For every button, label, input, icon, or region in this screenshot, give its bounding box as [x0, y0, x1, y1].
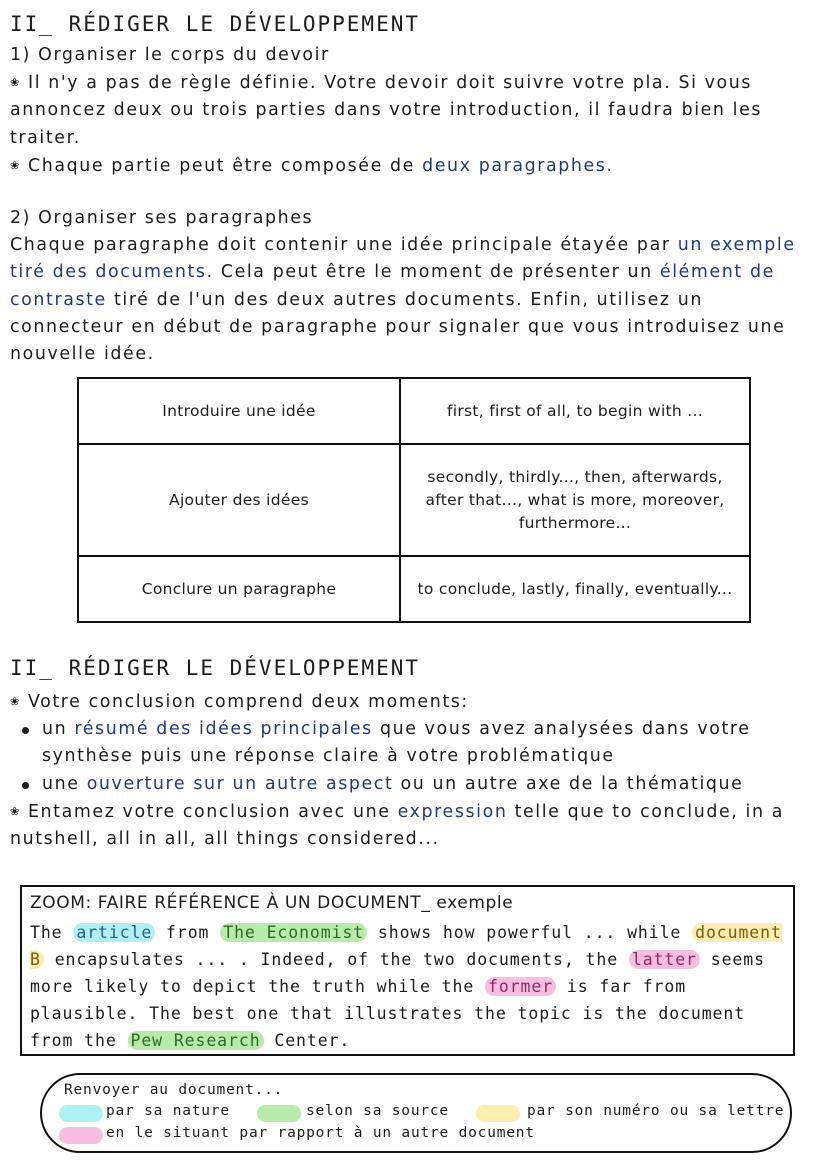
highlight-relative: former: [485, 977, 556, 996]
table-cell-label: Conclure un paragraphe: [78, 556, 400, 622]
bullet-paragraph: ❀ Entamez votre conclusion avec une expression telle que to conclude, in a nutshell, all in all, all things considered...: [10, 801, 784, 850]
highlight-term: ouverture sur un autre aspect: [86, 773, 394, 794]
highlight-term: expression: [397, 801, 508, 822]
conclusion-list: [10, 716, 810, 798]
highlight-term: résumé des idées principales: [74, 719, 373, 740]
connectors-table: [77, 377, 751, 623]
conclusion-block: [10, 688, 810, 853]
table-cell-value: to conclude, lastly, finally, eventually...: [400, 556, 750, 622]
organiser-corps-block: [10, 42, 810, 180]
flower-bullet-icon: ❀: [10, 695, 21, 708]
section-title: II_ RÉDIGER LE DÉVELOPPEMENT: [10, 656, 421, 680]
subheading-organiser-corps: 1) Organiser le corps du devoir: [10, 45, 330, 65]
zoom-example-text: The article from The Economist shows how powerful ... while document B encapsulates ... . Indeed, of the two documents, the latter seems more likely to depict the truth while the former is far from plausible. The best one that illustrates the topic is the document from the Pew Research Center.: [30, 923, 782, 1051]
flower-bullet-icon: ❀: [10, 158, 21, 172]
legend-swatch-green: [257, 1105, 301, 1122]
bullet-paragraph: [10, 69, 810, 152]
highlight-number: document B: [30, 923, 782, 970]
highlight-term: élément de contraste: [10, 262, 775, 310]
list-item: un résumé des idées principales que vous avez analysées dans votre synthèse puis une réponse claire à votre problématique: [10, 716, 810, 770]
table-row: [78, 378, 750, 444]
legend-label: par sa nature: [106, 1103, 230, 1119]
highlight-source: The Economist: [220, 923, 367, 942]
legend-swatch-pink: [59, 1127, 103, 1144]
section-title: II_ RÉDIGER LE DÉVELOPPEMENT: [10, 12, 421, 36]
legend-swatch-yellow: [476, 1105, 520, 1122]
highlight-source: Pew Research: [128, 1031, 264, 1050]
highlight-legend: [40, 1073, 792, 1153]
table-cell-label: Introduire une idée: [78, 378, 400, 444]
legend-label: par son numéro ou sa lettre: [527, 1103, 785, 1119]
bullet-text: Il n'y a pas de règle définie. Votre devoir doit suivre votre pla. Si vous annoncez deux ou trois parties dans votre introduction, il faudra bien les traiter.: [10, 73, 763, 148]
legend-label: en le situant par rapport à un autre document: [106, 1125, 535, 1141]
zoom-title: ZOOM: FAIRE RÉFÉRENCE À UN DOCUMENT_ exemple: [30, 893, 514, 913]
bullet-text: Chaque partie peut être composée de: [27, 155, 415, 176]
zoom-example-box: [20, 885, 795, 1056]
table-cell-label: Ajouter des idées: [78, 444, 400, 556]
table-row: [78, 444, 750, 556]
highlight-term: un exemple tiré des documents: [10, 235, 796, 283]
paragraph-text: Chaque paragraphe doit contenir une idée principale étayée par un exemple tiré des documents. Cela peut être le moment de présenter un élément de contraste tiré de l'un des deux autres documents. Enfin, utilisez un connecteur en début de paragraphe pour signaler que vous introduisez une nouvelle idée.: [10, 235, 796, 365]
highlight-term: deux paragraphes: [422, 155, 607, 176]
table-cell-value: first, first of all, to begin with ...: [400, 378, 750, 444]
highlight-nature: article: [73, 923, 155, 942]
legend-swatch-cyan: [59, 1105, 103, 1122]
table-row: [78, 556, 750, 622]
flower-bullet-icon: ❀: [10, 76, 21, 90]
list-item: une ouverture sur un autre aspect ou un autre axe de la thématique: [10, 771, 810, 798]
flower-bullet-icon: ❀: [10, 804, 21, 818]
subheading-organiser-paragraphes: 2) Organiser ses paragraphes: [10, 208, 314, 228]
organiser-paragraphes-block: [10, 205, 810, 368]
bullet-paragraph: ❀ Chaque partie peut être composée de deux paragraphes.: [10, 155, 614, 176]
legend-label: selon sa source: [306, 1103, 449, 1119]
bullet-paragraph: ❀ Votre conclusion comprend deux moments:: [10, 692, 469, 712]
legend-title: Renvoyer au document...: [64, 1082, 284, 1098]
highlight-relative: latter: [629, 950, 700, 969]
table-cell-value: secondly, thirdly..., then, afterwards, after that..., what is more, moreover, furthermore...: [400, 444, 750, 556]
